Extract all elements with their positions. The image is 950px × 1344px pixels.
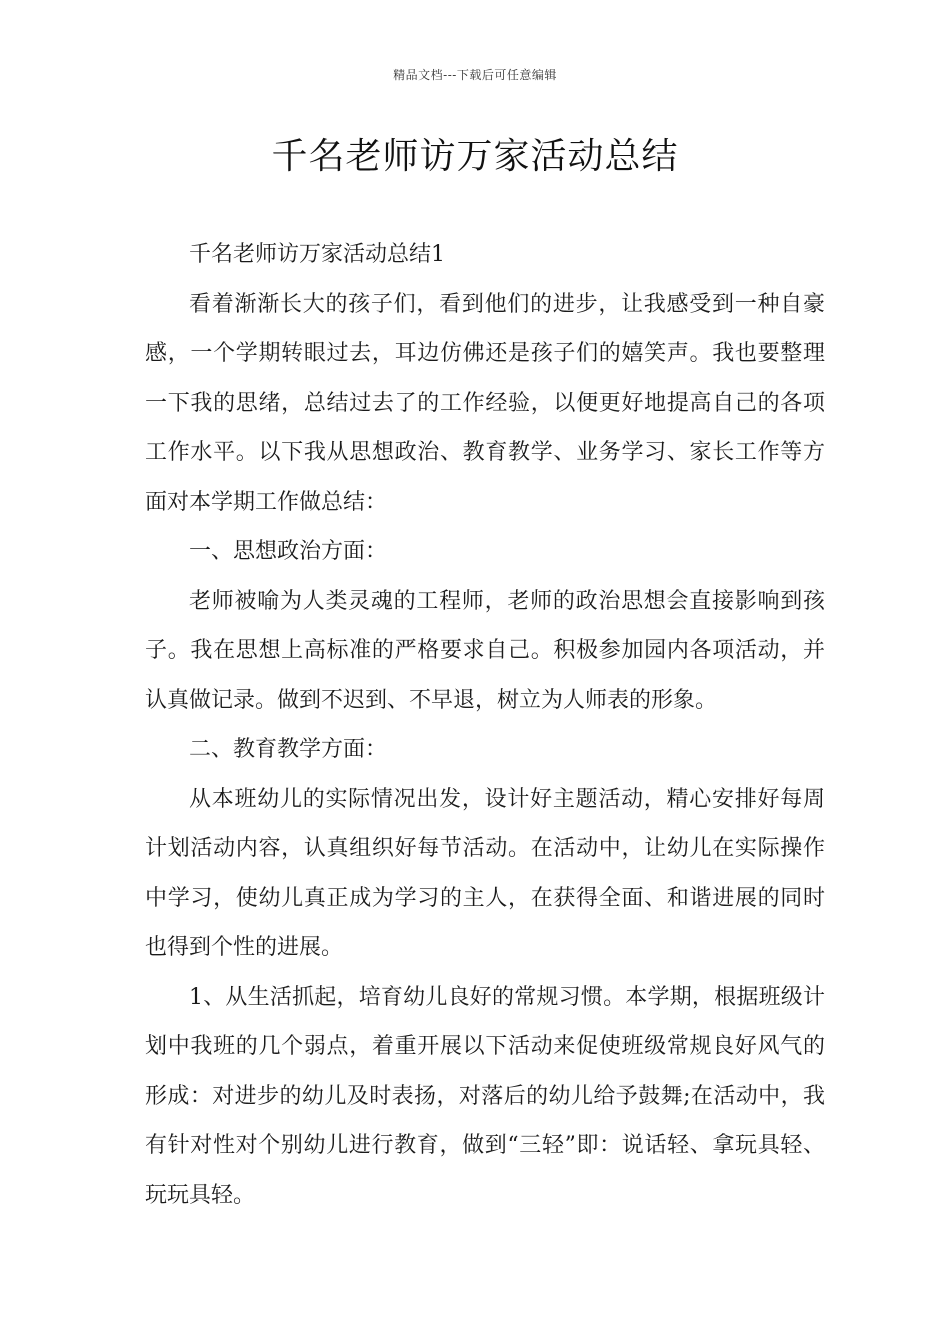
document-title: 千名老师访万家活动总结	[271, 136, 679, 177]
paragraph: 从本班幼儿的实际情况出发，设计好主题活动，精心安排好每周计划活动内容，认真组织好每节活动。在活动中，让幼儿在实际操作中学习，使幼儿真正成为学习的主人，在获得全面、和谐进展的同时也得到个性的进展。	[145, 786, 825, 960]
paragraph: 1、从生活抓起，培育幼儿良好的常规习惯。本学期，根据班级计划中我班的几个弱点，着重开展以下活动来促使班级常规良好风气的形成：对进步的幼儿及时表扬，对落后的幼儿给予鼓舞;在活动中，我有针对性对个别幼儿进行教育，做到“三轻”即：说话轻、拿玩具轻、玩玩具轻。	[145, 984, 825, 1208]
document-body	[145, 230, 825, 1220]
paragraph: 看着渐渐长大的孩子们，看到他们的进步，让我感受到一种自豪感，一个学期转眼过去，耳边仿佛还是孩子们的嬉笑声。我也要整理一下我的思绪，总结过去了的工作经验，以便更好地提高自己的各项工作水平。以下我从思想政治、教育教学、业务学习、家长工作等方面对本学期工作做总结：	[145, 291, 825, 515]
header-note: 精品文档---下载后可任意编辑	[393, 68, 557, 82]
section-heading: 千名老师访万家活动总结1	[189, 242, 445, 267]
subsection-heading: 一、思想政治方面：	[189, 539, 388, 564]
subsection-heading: 二、教育教学方面：	[189, 737, 388, 762]
paragraph: 老师被喻为人类灵魂的工程师，老师的政治思想会直接影响到孩子。我在思想上高标准的严格要求自己。积极参加园内各项活动，并认真做记录。做到不迟到、不早退，树立为人师表的形象。	[145, 588, 825, 713]
